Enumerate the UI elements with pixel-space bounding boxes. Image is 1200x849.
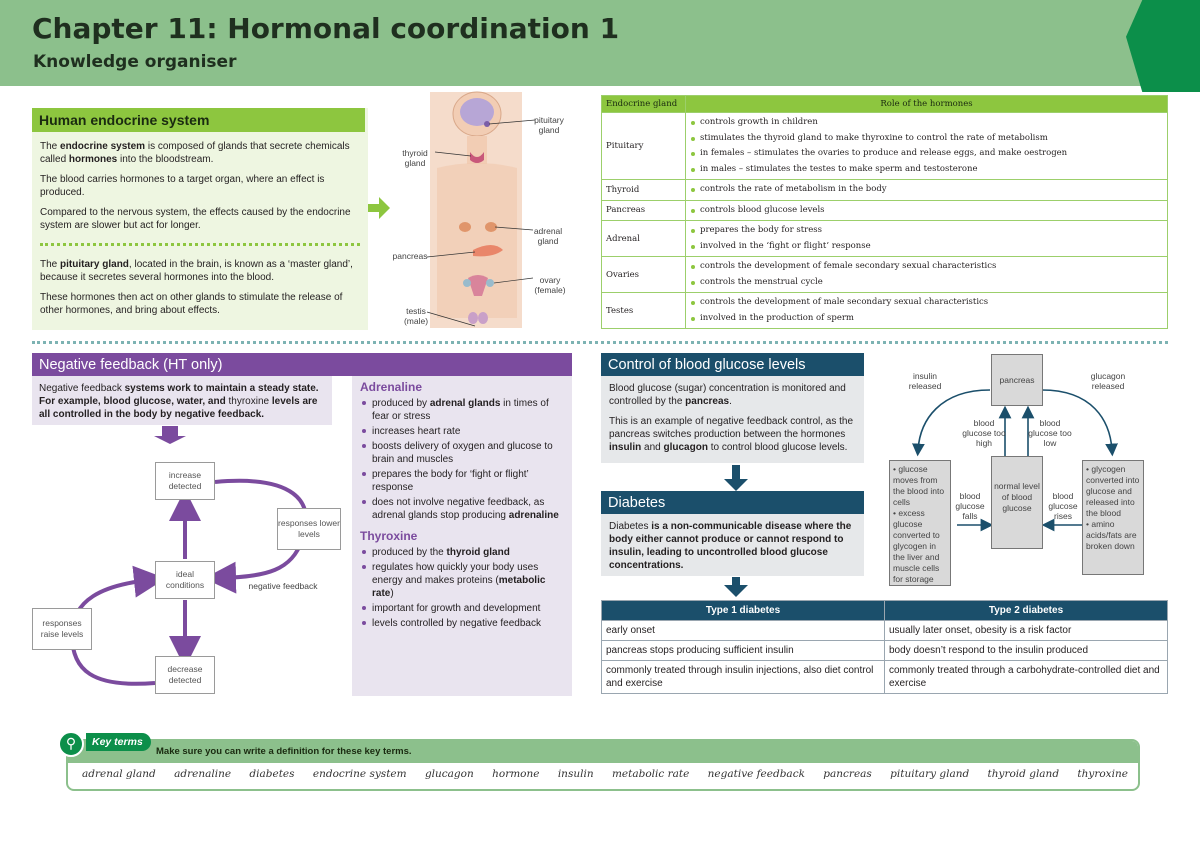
list-item: regulates how quickly your body uses energy and makes proteins (metabolic rate): [360, 561, 568, 600]
role-item: controls the development of male secondary sexual characteristics: [690, 295, 1163, 311]
roles-cell: [686, 113, 1168, 180]
endocrine-p5: These hormones then act on other glands to stimulate the release of other hormones, and bring about effects.: [40, 292, 343, 316]
ovary-left: [463, 279, 471, 287]
arrow-right-icon: [368, 197, 390, 219]
bold-term: glucagon: [663, 442, 708, 453]
bold-term: systems work to maintain a steady state. For example, blood glucose, water, and: [39, 383, 319, 407]
col-role: Role of the hormones: [686, 96, 1168, 113]
list-item: important for growth and development: [360, 602, 568, 615]
key-term: glucagon: [424, 768, 474, 780]
bold-term: adrenal glands: [429, 398, 501, 409]
role-item: controls blood glucose levels: [690, 203, 1163, 219]
list-item: increases heart rate: [360, 425, 568, 438]
effect-item: • excess glucose converted to glycogen in the liver and muscle cells for storage: [893, 508, 940, 584]
hormones-table: [601, 95, 1168, 329]
bold-term: pancreas: [685, 396, 730, 407]
role-item: controls growth in children: [690, 115, 1163, 131]
table-row: [602, 621, 1168, 641]
label-ovary: ovary (female): [534, 275, 566, 295]
label-pituitary: pituitary gland: [534, 115, 564, 135]
negative-feedback-label: negative feedback: [248, 581, 318, 591]
key-term: pancreas: [823, 768, 872, 780]
adrenaline-section: [360, 380, 568, 632]
role-item: involved in the production of sperm: [690, 311, 1163, 327]
endocrine-text: [40, 140, 358, 232]
role-item: controls the menstrual cycle: [690, 275, 1163, 291]
magnifier-icon: ⚲: [58, 731, 84, 757]
bold-term: insulin: [609, 442, 642, 453]
glucose-panel: [601, 376, 864, 463]
label-testis: testis (male): [403, 306, 429, 326]
key-terms-instruction: Make sure you can write a definition for these key terms.: [156, 746, 412, 757]
glucose-p2: This is an example of negative feedback control, as the pancreas switches production between the hormones insulin and glucagon to control blood glucose levels.: [609, 416, 854, 453]
list-item: levels controlled by negative feedback: [360, 617, 568, 630]
col-type1: Type 1 diabetes: [602, 601, 885, 621]
list-item: does not involve negative feedback, as adrenal glands stop producing adrenaline: [360, 496, 568, 522]
endocrine-p3: Compared to the nervous system, the effects caused by the endocrine system are slower but act for longer.: [40, 207, 351, 231]
roles-cell: [686, 200, 1168, 221]
endocrine-p2: The blood carries hormones to a target organ, where an effect is produced.: [40, 174, 325, 198]
roles-cell: [686, 293, 1168, 329]
key-terms-label: Key terms: [86, 733, 151, 751]
table-row: [602, 257, 1168, 293]
role-item: controls the development of female secondary sexual characteristics: [690, 259, 1163, 275]
gland-cell: Thyroid: [602, 180, 686, 201]
col-gland: Endocrine gland: [602, 96, 686, 113]
table-row: [602, 293, 1168, 329]
list-item: boosts delivery of oxygen and glucose to brain and muscles: [360, 440, 568, 466]
diabetes-table: [601, 600, 1168, 694]
roles-cell: [686, 257, 1168, 293]
table-row: [602, 180, 1168, 201]
key-terms-bar: [66, 739, 1140, 791]
divider: [40, 243, 360, 246]
bold-term: thyroid gland: [446, 547, 510, 558]
label-pancreas: pancreas: [392, 251, 428, 261]
bold-term: hormones: [68, 154, 118, 165]
gland-cell: Pituitary: [602, 113, 686, 180]
role-item: in females – stimulates the ovaries to produce and release eggs, and make oestrogen: [690, 146, 1163, 162]
ovary-right: [486, 279, 494, 287]
bold-term: pituitary gland: [60, 259, 129, 270]
diabetes-text: Diabetes is a non-communicable disease where the body either cannot produce or cannot respond to insulin, leading to uncontrolled blood glucose concentrations.: [601, 514, 864, 576]
table-row: [602, 221, 1168, 257]
feedback-intro: Negative feedback systems work to maintain a steady state. For example, blood glucose, water, and thyroxine levels are all controlled in the body by negative feedback.: [32, 376, 332, 425]
key-term: diabetes: [249, 768, 295, 780]
bold-term: adrenaline: [508, 510, 559, 521]
ideal-conditions-box: ideal conditions: [155, 561, 215, 599]
bold-term: levels are all controlled in the body by negative feedback.: [39, 396, 318, 420]
section-divider: [32, 341, 1168, 344]
key-term: pituitary gland: [890, 768, 970, 780]
down-arrow-icon: [154, 426, 186, 444]
effect-item: • glycogen converted into glucose and released into the blood: [1086, 464, 1140, 518]
role-item: in males – stimulates the testes to make sperm and testosterone: [690, 162, 1163, 178]
label-thyroid: thyroid gland: [402, 148, 428, 168]
page-title: Chapter 11: Hormonal coordination 1: [32, 12, 620, 45]
role-item: prepares the body for stress: [690, 223, 1163, 239]
key-term: metabolic rate: [611, 768, 690, 780]
gland-cell: Adrenal: [602, 221, 686, 257]
pituitary-text: [40, 258, 358, 317]
key-terms-list: [82, 768, 1128, 780]
adrenaline-heading: Adrenaline: [360, 380, 423, 394]
table-row: [602, 200, 1168, 221]
insulin-released-label: insulin released: [908, 371, 942, 391]
bold-term: metabolic rate: [372, 575, 546, 599]
gland-cell: Pancreas: [602, 200, 686, 221]
col-type2: Type 2 diabetes: [885, 601, 1168, 621]
falls-label: blood glucose falls: [955, 491, 985, 521]
adrenaline-list: [360, 397, 568, 522]
glucagon-released-label: glucagon released: [1090, 371, 1126, 391]
glucagon-effects-box: [1082, 460, 1144, 575]
decrease-detected-box: decrease detected: [155, 656, 215, 694]
testis-right: [478, 312, 488, 324]
diabetes-cell: commonly treated through a carbohydrate-controlled diet and exercise: [885, 661, 1168, 694]
responses-raise-box: responses raise levels: [32, 608, 92, 650]
list-item: prepares the body for ‘fight or flight’ response: [360, 468, 568, 494]
key-term: insulin: [557, 768, 594, 780]
endocrine-p1: The endocrine system is composed of glands that secrete chemicals called hormones into the bloodstream.: [40, 141, 350, 165]
insulin-effects-box: [889, 460, 951, 586]
rises-label: blood glucose rises: [1048, 491, 1078, 521]
thyroxine-heading: Thyroxine: [360, 529, 418, 543]
role-item: controls the rate of metabolism in the body: [690, 182, 1163, 198]
down-arrow-icon: [724, 577, 748, 599]
normal-level-box: normal level of blood glucose: [991, 456, 1043, 549]
endocrine-p4: The pituitary gland, located in the brain, is known as a ‘master gland’, because it secretes several hormones into the blood.: [40, 259, 353, 283]
too-low-label: blood glucose too low: [1028, 418, 1072, 448]
gland-cell: Testes: [602, 293, 686, 329]
responses-lower-box: responses lower levels: [277, 508, 341, 550]
role-item: stimulates the thyroid gland to make thyroxine to control the rate of metabolism: [690, 131, 1163, 147]
diabetes-cell: pancreas stops producing sufficient insulin: [602, 641, 885, 661]
endocrine-heading: Human endocrine system: [32, 108, 365, 132]
feedback-heading: Negative feedback (HT only): [32, 353, 572, 376]
roles-cell: [686, 221, 1168, 257]
adrenal-left: [459, 222, 471, 232]
glucose-p1: Blood glucose (sugar) concentration is monitored and controlled by the pancreas.: [609, 383, 846, 407]
diabetes-cell: early onset: [602, 621, 885, 641]
effect-item: • amino acids/fats are broken down: [1086, 519, 1137, 551]
roles-cell: [686, 180, 1168, 201]
table-row: [602, 113, 1168, 180]
bold-term: is a non-communicable disease where the body either cannot produce or cannot respond to insulin, leading to uncontrolled blood glucose concentrations.: [609, 521, 852, 571]
pancreas-box: pancreas: [991, 354, 1043, 406]
glucose-heading: Control of blood glucose levels: [601, 353, 864, 376]
role-item: involved in the ‘fight or flight’ response: [690, 239, 1163, 255]
bold-term: endocrine system: [60, 141, 146, 152]
increase-detected-box: increase detected: [155, 462, 215, 500]
key-term: thyroid gland: [987, 768, 1060, 780]
table-row: [602, 641, 1168, 661]
list-item: produced by adrenal glands in times of fear or stress: [360, 397, 568, 423]
too-high-label: blood glucose too high: [962, 418, 1006, 448]
thyroxine-list: [360, 546, 568, 630]
table-row: [602, 661, 1168, 694]
down-arrow-icon: [724, 465, 748, 493]
key-term: negative feedback: [707, 768, 805, 780]
list-item: produced by the thyroid gland: [360, 546, 568, 559]
gland-cell: Ovaries: [602, 257, 686, 293]
key-term: thyroxine: [1077, 768, 1128, 780]
diabetes-cell: body doesn’t respond to the insulin produced: [885, 641, 1168, 661]
diabetes-cell: commonly treated through insulin injections, also diet control and exercise: [602, 661, 885, 694]
key-term: hormone: [492, 768, 540, 780]
page-subtitle: Knowledge organiser: [33, 52, 237, 72]
key-term: adrenaline: [174, 768, 232, 780]
testis-left: [468, 312, 478, 324]
key-term: adrenal gland: [82, 768, 156, 780]
effect-item: • glucose moves from the blood into cells: [893, 464, 945, 507]
label-adrenal: adrenal gland: [533, 226, 563, 246]
key-term: endocrine system: [312, 768, 407, 780]
diabetes-heading: Diabetes: [601, 491, 864, 514]
diabetes-cell: usually later onset, obesity is a risk factor: [885, 621, 1168, 641]
